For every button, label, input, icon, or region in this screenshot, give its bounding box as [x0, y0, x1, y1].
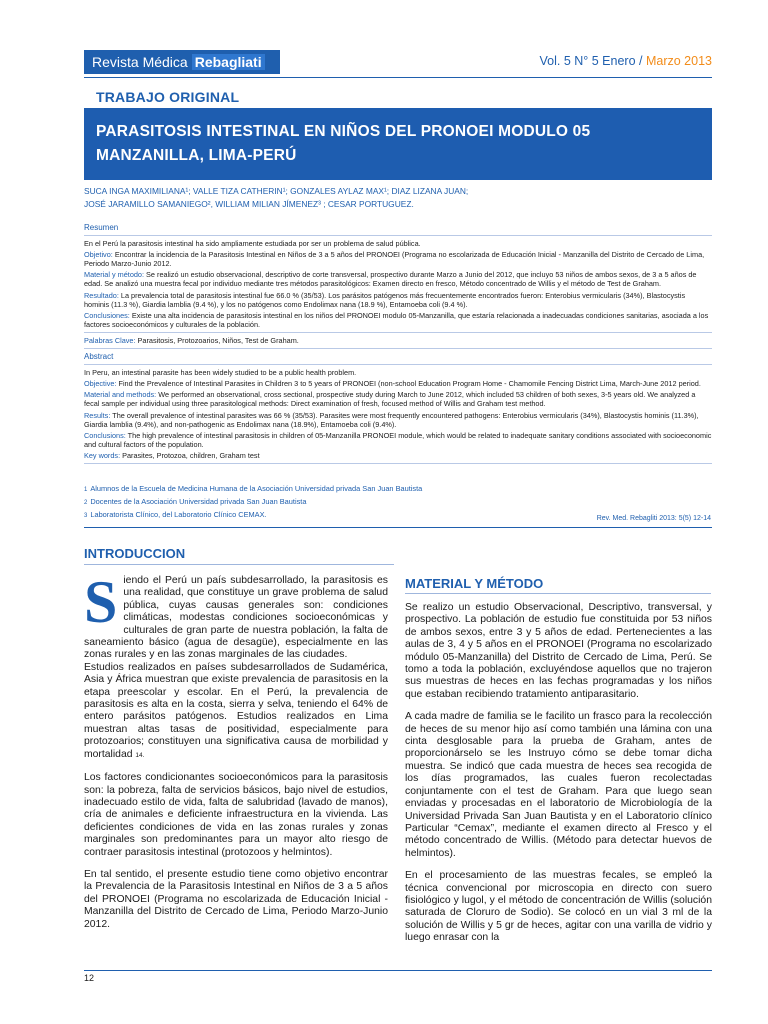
abstract-results-label: Results: — [84, 410, 111, 420]
abstract-results — [84, 411, 712, 429]
methods-heading: MATERIAL Y MÉTODO — [405, 576, 544, 591]
abstract-keywords — [84, 451, 712, 460]
intro-paragraph-2-text: Estudios realizados en países subdesarrollados de Sudamérica, Asia y África muestran que existe prevalencia de parasitosis en la etapa preescolar y escolar. En el Perú, la prevalencia de parasitosis es alta en la costa, sierra y selva, teniendo el 64% de entero parásitos patógenos. Estudios realizados en Lima muestran altas tasas de positividad, especialmente para protozoarios; constituyen una significativa causa de morbilidad y mortalidad — [84, 661, 388, 760]
abstract-objective — [84, 379, 712, 388]
resumen-claves — [84, 336, 712, 345]
abstract-block — [84, 221, 712, 467]
resumen-conclusiones-text: Existe una alta incidencia de parasitosis intestinal en los niños del PRONOEI modulo 05-Manzanilla, que estaría relacionada a inadecuadas condiciones sanitarias, asociada a los factores socioeconómicos y culturales de la población. — [84, 310, 709, 329]
resumen-resultado-text: La prevalencia total de parasitosis intestinal fue 66.0 % (35/53). Los parásitos patógenos más frecuentemente encontrados fueron: Enterobius vermicularis (34%), Blastocystis hominis (11.3 %), Giardia lamblia (9.4 %), y los no patógenos como Endolimax nana (18.9 %), Entamoeba coli (9.4 %). — [84, 290, 686, 309]
abstract-methods-text: We performed an observational, cross sectional, prospective study during March to June 2012, which included 53 children of both sexes, 3-5 years old. We analyzed a fecal sample per individual using three parasitological methods: Direct examination of fresh, focused method of Willis and Graham test method. — [84, 390, 696, 409]
article-title — [84, 108, 712, 180]
abstract-objective-label: Objective: — [84, 379, 117, 389]
footnote — [84, 496, 712, 509]
intro-paragraph-2 — [84, 662, 388, 762]
footnote-text: Laboratorista Clínico, del Laboratorio Clínico CEMAX. — [90, 510, 267, 519]
footnote-text: Alumnos de la Escuela de Medicina Humana de la Asociación Universidad privada San Juan Bautista — [90, 484, 423, 493]
resumen-conclusiones-label: Conclusiones: — [84, 310, 130, 320]
resumen-claves-text: Parasitosis, Protozoarios, Niños, Test de Graham. — [135, 335, 299, 345]
footnote-number: 3 — [84, 513, 88, 519]
footer-divider — [84, 970, 712, 971]
abstract-divider-top — [84, 348, 712, 349]
introduction-heading: INTRODUCCION — [84, 546, 186, 561]
authors-line-2: JOSÉ JARAMILLO SAMANIEGO², WILLIAM MILIAN JÍMENEZ³ ; CESAR PORTUGUEZ. — [84, 198, 414, 209]
abstract-intro: In Peru, an intestinal parasite has been widely studied to be a public health problem. — [84, 368, 357, 378]
resumen-objetivo — [84, 250, 712, 268]
title-line-1: PARASITOSIS INTESTINAL EN NIÑOS DEL PRONOEI MODULO 05 — [96, 123, 591, 140]
footnote-text: Docentes de la Asociación Universidad privada San Juan Bautista — [90, 497, 307, 506]
abstract-objective-text: Find the Prevalence of Intestinal Parasites in Children 3 to 5 years of PRONOEI (non-school Education Program Home - Chamomile Fencing District Lima, March-June 2012 period. — [116, 379, 701, 389]
citation: Rev. Med. Rebagliti 2013: 5(5) 12-14 — [596, 515, 711, 522]
introduction-column — [84, 569, 388, 941]
reference-marker: 14. — [135, 751, 145, 759]
abstract-methods — [84, 390, 712, 408]
abstract-keywords-label: Key words: — [84, 450, 121, 460]
authors-line-1: SUCA INGA MAXIMILIANA¹; VALLE TIZA CATHERIN¹; GONZALES AYLAZ MAX¹; DIAZ LIZANA JUAN; — [84, 186, 469, 196]
journal-name: Rebagliati — [192, 54, 265, 70]
section-label: TRABAJO ORIGINAL — [96, 89, 240, 105]
resumen-objetivo-text: Encontrar la incidencia de la Parasitosis Intestinal en Niños de 3 a 5 años del PRONOEI (Programa no escolarizada de Educación Inicial - Manzanilla del Distrito de Cercado de Lima, Periodo Marzo-Junio 2012. — [84, 250, 705, 269]
volume-range: Marzo 2013 — [645, 54, 712, 68]
footnote-number: 1 — [84, 487, 88, 493]
abstract-divider-bottom — [84, 463, 712, 464]
keywords-divider — [84, 332, 712, 333]
resumen-objetivo-label: Objetivo: — [84, 250, 113, 260]
page-number: 12 — [84, 973, 95, 983]
title-line-2: MANZANILLA, LIMA-PERÚ — [96, 147, 297, 164]
resumen-resultado — [84, 291, 712, 309]
abstract-conclusions-text: The high prevalence of intestinal parasitosis in children of 05-Manzanilla PRONOEI module, which would be related to inadequate sanitary conditions associated with socioeconomic and cultural factors of the population. — [84, 430, 712, 449]
resumen-conclusiones — [84, 311, 712, 329]
methods-paragraph-2: A cada madre de familia se le facilito un frasco para la recolección de heces de su menor hijo así como también una lámina con una cinta desglosable para la prueba de Graham, antes de proporcionárselo se les Instruyo cómo se debe tomar dicha muestra. Se indicó que cada muestra de heces sea recogida de los días programados, las cuales fueron recolectadas conjuntamente con el test de Graham. Para que luego sean enviadas y procesadas en el laboratorio de Microbiología de la Universidad Privada San Juan Bautista y en el Laboratorio clínico Particular “Cemax”, mediante el examen directo al Fresco y el método concentrado de Willis. (Método para detectar huevos de helmintos). — [405, 711, 712, 859]
resumen-metodo — [84, 270, 712, 288]
methods-heading-rule — [405, 593, 711, 594]
issue-info — [540, 54, 712, 68]
abstract-methods-label: Material and methods: — [84, 390, 157, 400]
methods-paragraph-3: En el procesamiento de las muestras fecales, se empleó la técnica convencional por microscopia en directo con suero fisiológico y lugol, y el método de concentración de Willis (solución saturada de Cloruro de Sodio). Se colocó en un vial 3 ml de la solución de Willis y 5 gr de heces, agitar con una varilla de vidrio y luego enrasar con la — [405, 870, 712, 944]
intro-paragraph-1 — [84, 569, 388, 662]
journal-prefix: Revista Médica — [92, 54, 188, 70]
footnote-number: 2 — [84, 500, 88, 506]
citation-divider — [84, 527, 712, 528]
volume-text: Vol. 5 N° 5 Enero / — [539, 54, 643, 68]
header-divider — [84, 77, 712, 78]
abstract-divider — [84, 364, 712, 365]
resumen-heading: Resumen — [84, 223, 119, 232]
resumen-metodo-text: Se realizó un estudio observacional, descriptivo de corte transversal, prospectivo durante Marzo a Junio del 2012, que incluyo 53 niños de ambos sexos, de 3 a 5 años de edad. Se analizó una muestra fecal por individuo mediante tres métodos parasitológicos: Examen directo en fresco, Método concentrado de Willis y el método de Test de Graham. — [84, 270, 697, 289]
methods-column — [405, 602, 712, 955]
resumen-resultado-label: Resultado: — [84, 290, 119, 300]
intro-paragraph-4: En tal sentido, el presente estudio tiene como objetivo encontrar la Prevalencia de la Parasitosis Intestinal en Niños de 3 a 5 años del PRONOEI (Programa no escolarizada de Educación Inicial - Manzanilla del Distrito de Cercado de Lima, Periodo Marzo-Junio 2012. — [84, 868, 388, 930]
introduction-heading-rule — [84, 564, 394, 565]
resumen-metodo-label: Material y método: — [84, 270, 145, 280]
resumen-claves-label: Palabras Clave: — [84, 335, 136, 345]
journal-badge — [84, 50, 280, 74]
methods-paragraph-1: Se realizo un estudio Observacional, Descriptivo, transversal, y prospectivo. La población de estudio fue constituida por 53 niños de ambos sexos, entre 3 y 5 años de edad. Pertenecientes a las aulas de 3, 4 y 5 años en el PRONOEI (Programa no escolarizado módulo 05-Manzanilla) del Distrito de Cercado de Lima, Perú. Se tomo a toda la población, excluyéndose aquellos que no trajeron sus muestras de heces en las fechas programadas y los niños que estaban recibiendo tratamiento antiparasitario. — [405, 602, 712, 700]
author-list — [84, 185, 704, 210]
footnote — [84, 483, 712, 496]
abstract-conclusions-label: Conclusions: — [84, 430, 126, 440]
drop-cap: S — [84, 569, 118, 635]
abstract-conclusions — [84, 431, 712, 449]
intro-paragraph-1-text: iendo el Perú un país subdesarrollado, la parasitosis es una realidad, que constituye un grave problema de salud pública, cuyas causas generales son: condiciones climáticas, modestas condiciones socioeconómicas y culturales de gran parte de nuestra población, la falta de saneamiento básico (agua de desagüe), especialmente en las zonas rurales y en las zonas marginales de las ciudades. — [84, 575, 388, 661]
abstract-keywords-text: Parasites, Protozoa, children, Graham test — [120, 450, 260, 460]
abstract-heading: Abstract — [84, 352, 114, 362]
intro-paragraph-3: Los factores condicionantes socioeconómicos para la parasitosis son: la pobreza, falta de servicios básicos, bajo nivel de estudios, inadecuado estilo de vida, falta de salubridad (lavado de manos), cría de animales e deficiente infraestructura en la vivienda. Las deficientes condiciones de vida en las zonas rurales y zonas marginales son predominantes para un mayor alto riesgo de contraer parasitosis intestinal (protozoos y helmintos). — [84, 772, 388, 858]
resumen-intro: En el Perú la parasitosis intestinal ha sido ampliamente estudiada por ser un problema de salud pública. — [84, 239, 421, 249]
resumen-divider — [84, 235, 712, 236]
abstract-results-text: The overall prevalence of intestinal parasites was 66 % (35/53). Parasites were most frequently encountered pathogens: Enterobius vermicularis (34%), Blastocystis hominis (11.3%), Giardia lamblia (9.4%), and non-pathogenic as Endolimax nana (18.9%), Entamoeba coli (9.4%). — [84, 410, 699, 429]
